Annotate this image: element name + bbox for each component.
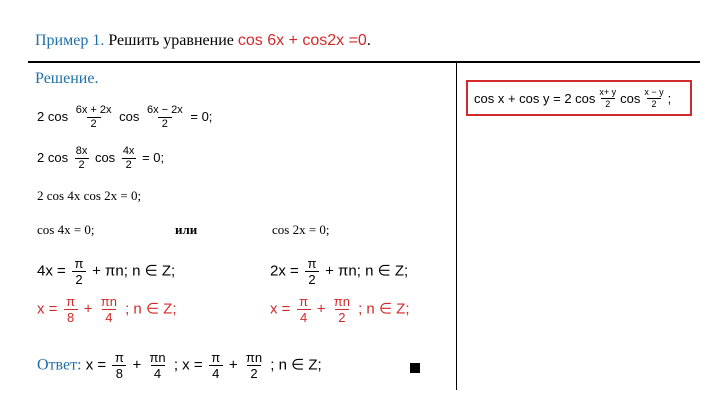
- answer-frac4-den: 2: [247, 365, 261, 381]
- left-sol2-frac2-den: 4: [102, 309, 116, 325]
- answer-frac4: [244, 350, 264, 381]
- step2-frac1: [74, 145, 90, 172]
- left-sol1-frac-den: 2: [72, 271, 86, 287]
- answer-x1: x =: [85, 356, 107, 374]
- formula-lhs: cos x + cos y = 2 cos: [474, 90, 596, 106]
- formula-frac2-den: 2: [647, 98, 661, 110]
- case-right: cos 2x = 0;: [272, 222, 330, 237]
- step1-cos: cos: [119, 108, 140, 124]
- end-of-proof-square: [410, 363, 420, 373]
- top-divider: [28, 61, 700, 63]
- step-line-2: [37, 145, 164, 172]
- task-text: Решить уравнение: [104, 32, 238, 49]
- step-line-1: [37, 104, 212, 131]
- step2-frac2-num: 4x: [122, 145, 135, 157]
- step2-equals: = 0;: [142, 149, 165, 165]
- right-sol2-rest: ; n ∈ Z;: [358, 300, 410, 318]
- left-sol2-frac1: [64, 294, 78, 325]
- step2-frac1-den: 2: [75, 158, 89, 172]
- left-sol1-lhs: 4x =: [37, 262, 66, 280]
- formula-frac2: [642, 87, 665, 110]
- left-sol2-frac1-den: 8: [64, 309, 78, 325]
- column-divider: [456, 62, 457, 390]
- right-sol1-rest: + πn; n ∈ Z;: [325, 262, 409, 280]
- right-sol1-frac-den: 2: [305, 271, 319, 287]
- example-label: Пример 1.: [35, 32, 105, 49]
- answer-sep: ; x =: [173, 356, 203, 374]
- answer-frac4-num: πn: [245, 350, 263, 365]
- step-line-3: 2 cos 4x cos 2x = 0;: [37, 188, 142, 203]
- right-sol2-frac2: [332, 294, 352, 325]
- right-sol1-frac: [305, 256, 319, 287]
- left-sol1-rest: + πn; n ∈ Z;: [92, 262, 176, 280]
- task-equation: cos 6x + cos2x =0: [237, 32, 367, 49]
- step1-frac1: [74, 104, 114, 131]
- answer-frac2-den: 4: [151, 365, 165, 381]
- right-sol2-frac1-den: 4: [297, 309, 311, 325]
- answer-frac1-num: π: [114, 350, 124, 365]
- answer-plus2: +: [228, 356, 238, 374]
- step1-equals: = 0;: [190, 108, 213, 124]
- right-sol2-frac2-num: πn: [333, 294, 350, 309]
- answer-label: Ответ:: [37, 356, 82, 374]
- answer-frac2: [147, 350, 167, 381]
- right-solution-1: [270, 256, 408, 287]
- right-sol1-frac-num: π: [307, 256, 317, 271]
- title-period: .: [366, 32, 371, 49]
- answer-frac3-num: π: [211, 350, 221, 365]
- page-title: [35, 32, 371, 50]
- step1-coef: 2 cos: [37, 108, 69, 124]
- answer-end: ; n ∈ Z;: [270, 356, 322, 374]
- step1-frac1-den: 2: [87, 117, 101, 131]
- right-sol1-lhs: 2x =: [270, 262, 299, 280]
- answer-frac3: [209, 350, 223, 381]
- formula-frac2-num: x − y: [644, 86, 664, 97]
- step2-frac2-den: 2: [122, 158, 136, 172]
- right-sol2-frac1: [297, 294, 311, 325]
- answer-frac2-num: πn: [149, 350, 166, 365]
- step2-frac1-num: 8x: [75, 145, 88, 157]
- formula-mid: cos: [620, 90, 641, 106]
- solution-label: Решение.: [35, 70, 99, 87]
- left-sol2-frac2-num: πn: [100, 294, 117, 309]
- answer-frac1-den: 8: [112, 365, 126, 381]
- left-sol2-rest: ; n ∈ Z;: [125, 300, 177, 318]
- step1-frac2-den: 2: [158, 117, 172, 131]
- step1-frac2: [145, 104, 185, 131]
- formula-frac1-num: x+ y: [599, 86, 617, 97]
- step1-frac1-num: 6x + 2x: [75, 104, 112, 116]
- step2-cos: cos: [94, 149, 116, 165]
- right-sol2-plus: +: [316, 300, 326, 318]
- left-solution-1: [37, 256, 175, 287]
- step2-frac2: [121, 145, 137, 172]
- left-solution-2: [37, 294, 177, 325]
- left-sol2-frac2: [99, 294, 119, 325]
- answer-frac1: [112, 350, 126, 381]
- formula-frac1: [597, 87, 618, 110]
- right-solution-2: [270, 294, 410, 325]
- left-sol2-plus: +: [83, 300, 93, 318]
- sum-to-product-formula: [466, 80, 692, 116]
- step2-coef: 2 cos: [37, 149, 69, 165]
- answer-plus1: +: [132, 356, 142, 374]
- case-or: или: [175, 222, 198, 237]
- formula-frac1-den: 2: [601, 98, 615, 110]
- right-sol2-frac1-num: π: [299, 294, 309, 309]
- left-sol2-frac1-num: π: [66, 294, 76, 309]
- formula-end: ;: [667, 90, 672, 106]
- answer-frac3-den: 4: [209, 365, 223, 381]
- left-sol2-lhs: x =: [37, 300, 58, 318]
- right-sol2-lhs: x =: [270, 300, 291, 318]
- step1-frac2-num: 6x − 2x: [146, 104, 183, 116]
- left-sol1-frac: [72, 256, 86, 287]
- left-sol1-frac-num: π: [74, 256, 84, 271]
- answer-line: [37, 350, 322, 381]
- right-sol2-frac2-den: 2: [335, 309, 349, 325]
- case-left: cos 4x = 0;: [37, 222, 95, 237]
